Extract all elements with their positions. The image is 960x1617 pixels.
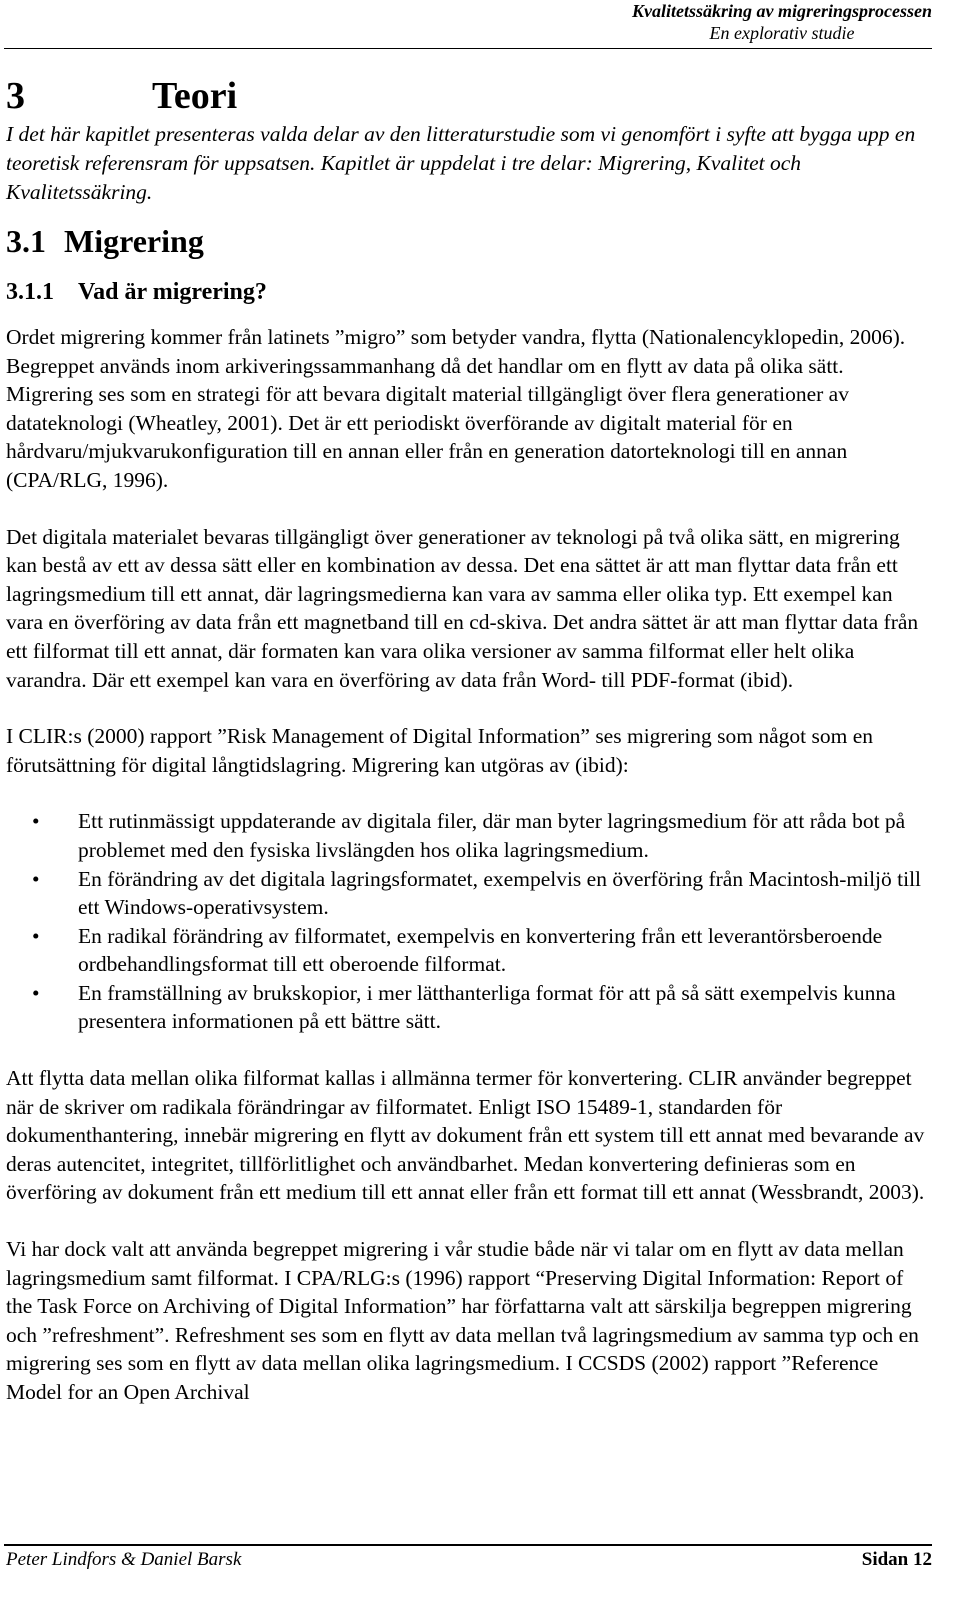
bullet-icon: • — [32, 980, 40, 1005]
header-subtitle: En explorativ studie — [709, 23, 855, 43]
list-item: • En radikal förändring av filformatet, exempelvis en konvertering från ett leverantörsberoende ordbehandlingsformat till ett oberoende filformat. — [32, 923, 883, 977]
header-divider — [4, 48, 932, 49]
chapter-heading — [6, 72, 926, 120]
body-paragraph: I CLIR:s (2000) rapport ”Risk Management of Digital Information” ses migrering som något som en förutsättning för digital långtidslagring. Migrering kan utgöras av (ibid): — [6, 724, 873, 777]
section-title: Migrering — [64, 223, 204, 259]
subsection-heading — [6, 277, 926, 307]
subsection-number: 3.1.1 — [6, 279, 54, 305]
chapter-title: Teori — [152, 75, 238, 117]
chapter-intro: I det här kapitlet presenteras valda delar av den litteraturstudie som vi genomfört i syfte att bygga upp en teoretisk referensram för uppsatsen. Kapitlet är uppdelat i tre delar: Migrering, Kvalitet och Kvalitetssäkring. — [6, 122, 916, 204]
bullet-icon: • — [32, 809, 40, 834]
list-item: • Ett rutinmässigt uppdaterande av digitala filer, där man byter lagringsmedium för att råda bot på problemet med den fysiska livslängden hos olika lagringsmedium. — [32, 809, 906, 862]
section-heading — [6, 221, 926, 261]
list-item: • En förändring av det digitala lagringsformatet, exempelvis en överföring från Macintosh-miljö till ett Windows-operativsystem. — [32, 866, 922, 920]
footer-divider — [4, 1544, 932, 1546]
bullet-list — [6, 807, 926, 1036]
subsection-title: Vad är migrering? — [78, 279, 267, 305]
header-title: Kvalitetssäkring av migreringsprocessen — [631, 1, 932, 21]
body-paragraph: Vi har dock valt att använda begreppet migrering i vår studie både när vi talar om en flytt av data mellan lagringsmedium samt filformat. I CPA/RLG:s (1996) rapport “Preserving Digital Information: Report of the Task Force on Archiving of Digital Information” har författarna valt att särskilja begreppen migrering och ”refreshment”. Refreshment ses som en flytt av data mellan två lagringsmedium av samma typ och en migrering ses som en flytt av data mellan olika lagringsmedium. I CCSDS (2002) rapport ”Reference Model for an Open Archival — [6, 1237, 919, 1404]
page-number: Sidan 12 — [861, 1549, 932, 1570]
bullet-icon: • — [32, 923, 40, 948]
bullet-icon: • — [32, 866, 40, 891]
footer-authors: Peter Lindfors & Daniel Barsk — [6, 1549, 242, 1570]
list-item: • En framställning av brukskopior, i mer lätthanterliga format för att på så sätt exempelvis kunna presentera informationen på ett bättre sätt. — [32, 980, 896, 1034]
page-content — [6, 72, 926, 1407]
chapter-number: 3 — [6, 75, 25, 117]
section-number: 3.1 — [6, 223, 46, 259]
body-paragraph: Ordet migrering kommer från latinets ”migro” som betyder vandra, flytta (Nationalencyklopedin, 2006). Begreppet används inom arkiveringssammanhang då det handlar om en flytt av data på olika sätt. Migrering ses som en strategi för att bevara digitalt material tillgängligt över flera generationer av datateknologi (Wheatley, 2001). Det är ett periodiskt överförande av digitalt material för en hårdvaru/mjukvarukonfiguration till en annan eller från en generation datorteknologi till en annan (CPA/RLG, 1996). — [6, 325, 906, 492]
body-paragraph: Det digitala materialet bevaras tillgängligt över generationer av teknologi på två olika sätt, en migrering kan bestå av ett av dessa sätt eller en kombination av dessa. Det ena sättet är att man flyttar data från ett lagringsmedium till ett annat, där lagringsmedierna kan vara av samma eller olika typ. Ett exempel kan vara en överföring av data från ett magnetband till en cd-skiva. Det andra sättet är att man flyttar data från ett filformat till ett annat, där formaten kan vara olika versioner av samma filformat eller helt olika varandra. Där ett exempel kan vara en överföring av data från Word- till PDF-format (ibid). — [6, 524, 919, 692]
running-header — [632, 0, 932, 44]
body-paragraph: Att flytta data mellan olika filformat kallas i allmänna termer för konvertering. CLIR använder begreppet när de skriver om radikala förändringar av filformatet. Enligt ISO 15489-1, standarden för dokumenthantering, innebär migrering en flytt av dokument från ett system till ett annat med bevarande av deras autencitet, integritet, tillförlitlighet och användbarhet. Medan konvertering definieras som en överföring av dokument från ett medium till ett annat eller från ett format till ett annat (Wessbrandt, 2003). — [6, 1066, 925, 1205]
